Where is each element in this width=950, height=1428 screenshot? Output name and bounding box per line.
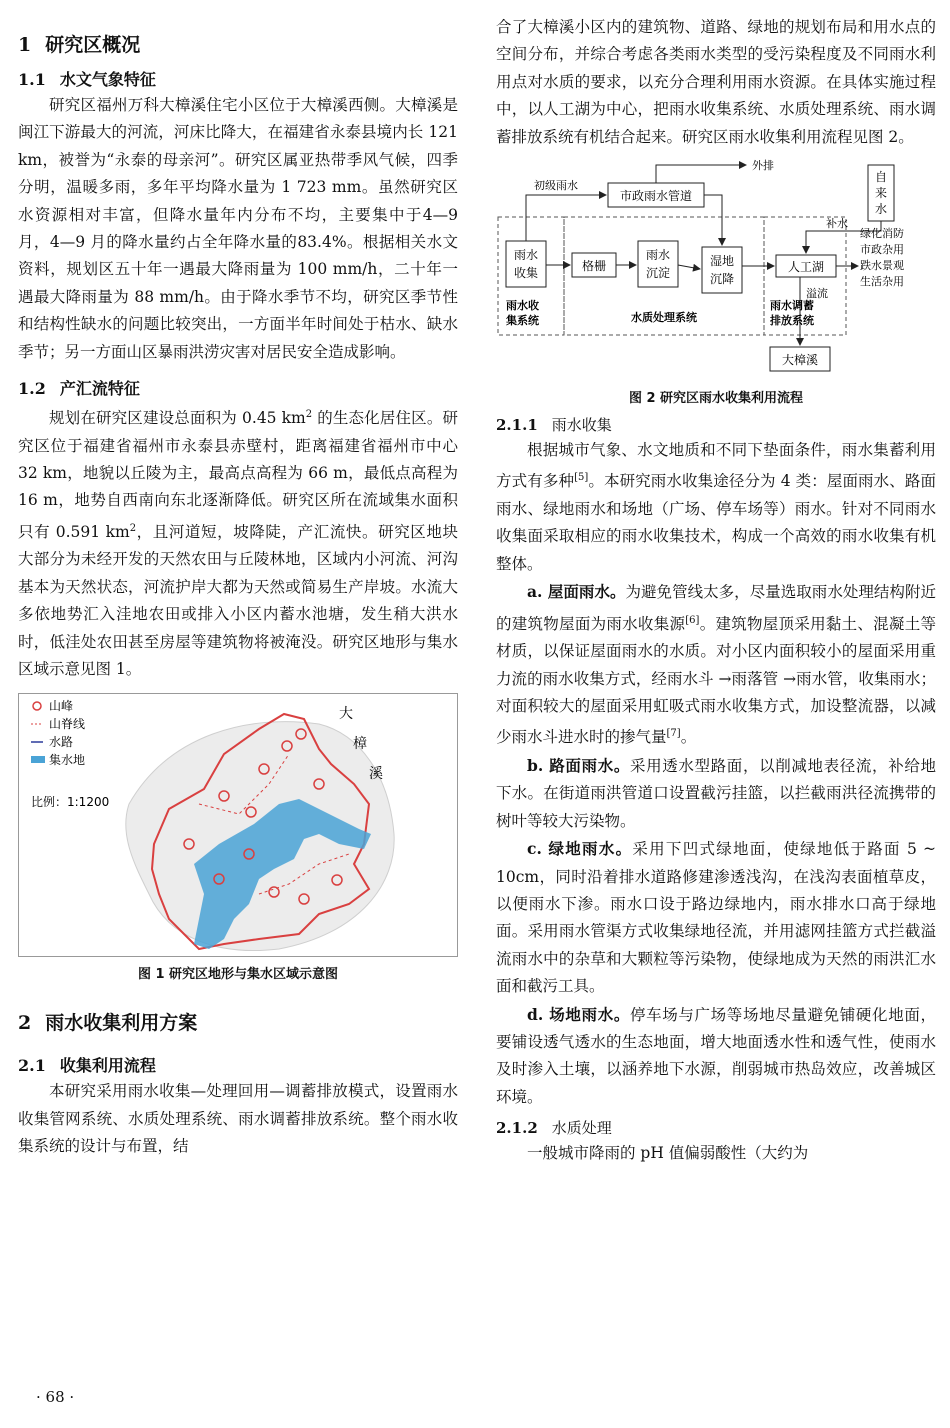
figure-2-caption: 图 2 研究区雨水收集利用流程	[628, 391, 804, 407]
section-2-heading	[18, 1008, 458, 1035]
superscript: 2	[305, 409, 313, 421]
node-text: 格栅	[581, 259, 607, 274]
figure-2-flowchart	[496, 159, 936, 381]
section-number: 2.1.2	[496, 1119, 538, 1138]
map-scale: 比例：1:1200	[31, 795, 110, 810]
label-system: 雨水调蓄	[770, 299, 814, 313]
label-use: 绿化消防	[860, 227, 904, 241]
text-span: 。建筑物屋顶采用黏土、混凝土等材质，以保证屋面雨水的水质。对小区内面积较小的屋面采用重力流的雨水收集方式，经雨水斗 →雨落管 →雨水管，收集雨水；对面积较大的屋面采用虹吸式雨水收集方式，加设整流器，以减少雨水斗进水时的掺气量	[496, 614, 936, 747]
section-title: 水文气象特征	[59, 70, 156, 89]
paragraph-collection-methods	[496, 437, 936, 578]
text-span: 规划在研究区建设总面积为 0.45 km	[49, 409, 306, 428]
page-number: · 68 ·	[36, 1388, 75, 1406]
text-span: 。本研究雨水收集途径分为 4 类：屋面雨水、路面雨水、绿地雨水和场地（广场、停车场等）雨水。针对不同雨水收集面采取相应的雨水收集技术，构成一个高效的雨水收集有机整体。	[496, 472, 936, 573]
paragraph-continued: 合了大樟溪小区内的建筑物、道路、绿地的规划布局和用水点的空间分布，并综合考虑各类雨水类型的受污染程度及不同雨水利用点对水质的要求，以充分合理利用雨水资源。在具体实施过程中，以人工湖为中心，把雨水收集系统、水质处理系统、雨水调蓄排放系统有机结合起来。研究区雨水收集利用流程见图 2。	[496, 18, 936, 146]
left-column	[18, 14, 458, 1161]
node-text: 收集	[513, 266, 539, 281]
text-span: 采用下凹式绿地面，使绿地低于路面 5 ~ 10cm，同时沿着排水道路修建渗透浅沟，在浅沟表面植草皮，以便雨水下渗。雨水口设于路边绿地内，雨水排水口高于绿地面。采用雨水管渠方式收集绿地径流，并用滤网挂篮方式拦截溢流雨水中的杂草和大颗粒等污染物，使绿地成为天然的雨洪汇水面和截污工具。	[496, 840, 936, 996]
section-title: 水质处理	[551, 1119, 612, 1138]
node-text: 市政雨水管道	[619, 189, 693, 204]
label-overflow: 溢流	[806, 287, 828, 301]
section-title: 产汇流特征	[59, 379, 140, 399]
text-span: 停车场与广场等场地尽量避免铺硬化地面，要铺设透气透水的生态地面，增大地面透水性和透气性，使雨水及时渗入土壤，以涵养地下水源，削弱城市热岛效应，改善城区环境。	[496, 1005, 936, 1106]
section-title: 收集利用流程	[59, 1056, 156, 1076]
node-text: 人工湖	[787, 260, 825, 275]
node-text: 雨水	[513, 248, 539, 263]
section-1-2-heading	[18, 376, 458, 399]
figure-1-caption: 图 1 研究区地形与集水区域示意图	[137, 967, 339, 983]
node-text: 雨水	[645, 248, 671, 263]
section-1-heading	[18, 30, 458, 57]
node-text: 来	[874, 186, 888, 201]
citation: [5]	[574, 472, 589, 484]
paragraph-roof-rain	[496, 578, 936, 752]
label-replenish: 补水	[826, 217, 848, 231]
node-text: 湿地	[709, 254, 735, 269]
legend-catchment: 集水地	[49, 753, 86, 768]
section-number: 2	[18, 1012, 32, 1035]
label-primary-rain: 初级雨水	[534, 179, 578, 193]
label-system: 水质处理系统	[631, 311, 697, 325]
river-label: 大	[339, 706, 353, 723]
text-span: 为避免管线太多，尽量选取雨水处理结构附近的建筑物屋面为雨水收集源	[496, 583, 936, 633]
node-text: 沉降	[709, 272, 735, 287]
section-number: 1.2	[18, 379, 46, 399]
label-use: 市政杂用	[860, 243, 904, 257]
section-2-1-2-heading	[496, 1117, 936, 1138]
label-system: 排放系统	[770, 314, 814, 328]
label-use: 生活杂用	[860, 275, 904, 289]
text-span: 根据城市气象、水文地质和不同下垫面条件，雨水集蓄利用方式有多种	[496, 441, 936, 491]
section-number: 1.1	[18, 70, 46, 89]
legend-peak: 山峰	[49, 699, 74, 714]
label-system: 雨水收	[506, 299, 539, 313]
section-title: 雨水收集利用方案	[45, 1012, 198, 1035]
citation: [6]	[685, 614, 700, 626]
text-span: ，且河道短，坡降陡，产汇流快。研究区地块大部分为未经开发的天然农田与丘陵林地，区域内小河流、河沟基本为天然状态，河流护岸大都为天然或简易生产岸坡。水流大多依地势汇入洼地农田或排入小区内蓄水池塘，发生稍大洪水时，低洼处农田甚至房屋等建筑物将被淹没。研究区地形与集水区域示意见图 1。	[18, 523, 458, 679]
section-2-1-heading	[18, 1053, 458, 1076]
item-lead: d. 场地雨水。	[527, 1004, 630, 1024]
text-span: 采用透水型路面，以削减地表径流，补给地下水。在街道雨洪管道口设置截污挂篮，以拦截雨洪径流携带的树叶等较大污染物。	[496, 756, 936, 830]
section-title: 研究区概况	[45, 34, 141, 56]
item-lead: a. 屋面雨水。	[527, 582, 626, 602]
citation: [7]	[666, 728, 681, 740]
text-span: 的生态化居住区。研究区位于福建省福州市永泰县赤壁村，距离福建省福州市中心 32 km，地貌以丘陵为主，最高点高程为 66 m，最低点高程为 16 m，地势自西南向东北逐渐降低。研究区所在流域集水面积只有 0.591 km	[18, 409, 458, 541]
paragraph-site-rain	[496, 1001, 936, 1112]
node-text: 水	[874, 202, 888, 217]
superscript: 2	[129, 522, 137, 534]
item-lead: c. 绿地雨水。	[527, 839, 633, 859]
section-title: 雨水收集	[551, 416, 612, 435]
section-number: 2.1	[18, 1056, 46, 1076]
section-2-1-1-heading	[496, 414, 936, 435]
label-system: 集系统	[506, 314, 539, 328]
section-1-1-heading	[18, 67, 458, 90]
paragraph-greenland-rain	[496, 835, 936, 1000]
label-use: 跌水景观	[860, 259, 904, 273]
river-label: 樟	[353, 736, 367, 753]
paragraph-runoff	[18, 401, 458, 683]
section-number: 1	[18, 34, 32, 56]
text-span: 。	[680, 728, 697, 747]
river-label: 溪	[369, 766, 383, 783]
paragraph-road-rain	[496, 752, 936, 835]
flowchart-graphic	[496, 159, 936, 381]
node-text: 自	[874, 170, 888, 185]
node-text: 沉淀	[645, 266, 671, 281]
right-column	[496, 14, 936, 1168]
paragraph-collection-process: 本研究采用雨水收集—处理回用—调蓄排放模式，设置雨水收集管网系统、水质处理系统、雨水调蓄排放系统。整个雨水收集系统的设计与布置，结	[18, 1082, 458, 1156]
figure-1-map	[18, 693, 458, 957]
node-text: 大樟溪	[781, 353, 819, 368]
label-discharge: 外排	[752, 159, 774, 173]
section-number: 2.1.1	[496, 416, 538, 435]
map-graphic	[19, 694, 457, 956]
paragraph-water-treatment: 一般城市降雨的 pH 值偏弱酸性（大约为	[527, 1144, 809, 1163]
item-lead: b. 路面雨水。	[527, 755, 630, 775]
paragraph-hydrology: 研究区福州万科大樟溪住宅小区位于大樟溪西侧。大樟溪是闽江下游最大的河流，河床比降大，在福建省永泰县境内长 121 km，被誉为“永泰的母亲河”。研究区属亚热带季风气候，四季分明，温暖多雨，多年平均降水量为 1 723 mm。虽然研究区水资源相对丰富，但降水量年内分布不均，主要集中于4—9 月，4—9 月的降水量约占全年降水量的83.4%。根据相关水文资料，规划区五十年一遇最大降雨量为 100 mm/h，二十年一遇最大降雨量为 88 mm/h。由于降水季节不均，研究区季节性和结构性缺水的问题比较突出，一方面半年时间处于枯水、缺水季节；另一方面山区暴雨洪涝灾害对居民安全造成影响。	[18, 96, 458, 361]
legend-waterway: 水路	[49, 735, 74, 750]
legend-ridge: 山脊线	[49, 717, 86, 732]
